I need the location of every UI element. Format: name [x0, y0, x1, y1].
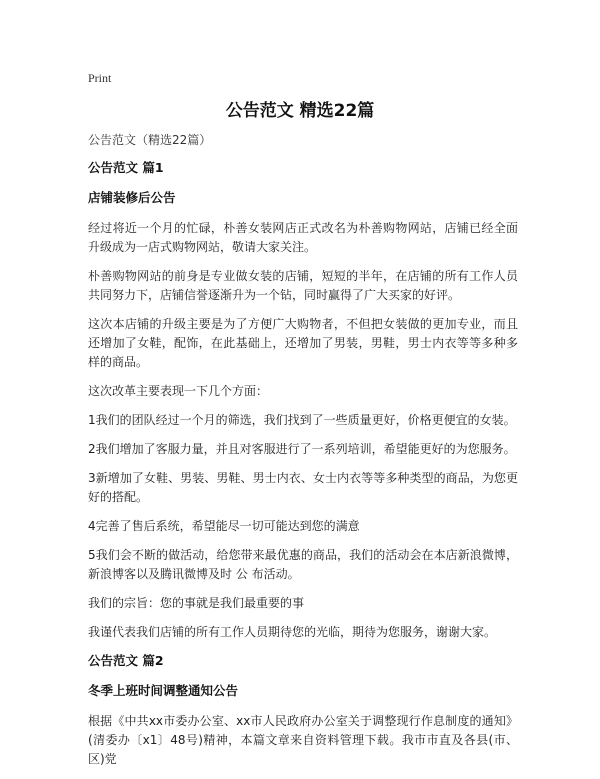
paragraph: 根据《中共xx市委办公室、xx市人民政府办公室关于调整现行作息制度的通知》(清委办〔x1〕48号)精神，本篇文章来自资料管理下载。我市市直及各县(市、区)党: [88, 714, 518, 766]
paragraph: 2我们增加了客服力量，并且对客服进行了一系列培训，希望能更好的为您服务。: [88, 442, 516, 456]
paragraph: 1我们的团队经过一个月的筛选，我们找到了一些质量更好，价格更便宜的女装。: [88, 413, 516, 427]
paragraph: 我们的宗旨：您的事就是我们最重要的事: [88, 596, 305, 610]
page-title: 公告范文 精选22篇: [225, 101, 375, 121]
paragraph: 3新增加了女鞋、男装、男鞋、男士内衣、女士内衣等等多种类型的商品，为您更好的搭配。: [88, 471, 518, 504]
paragraph: 我谨代表我们店铺的所有工作人员期待您的光临，期待为您服务，谢谢大家。: [88, 625, 497, 639]
notice-title: 冬季上班时间调整通知公告: [88, 683, 239, 698]
paragraph: 朴善购物网站的前身是专业做女装的店铺，短短的半年，在店铺的所有工作人员共同努力下，店铺信誉逐渐升为一个钻，同时赢得了广大买家的好评。: [88, 269, 518, 302]
section-heading: 公告范文 篇2: [88, 653, 164, 668]
print-link[interactable]: Print: [88, 71, 112, 85]
section-heading: 公告范文 篇1: [88, 160, 164, 175]
document-body: [88, 131, 518, 779]
document-subtitle: 公告范文（精选22篇）: [88, 133, 212, 147]
notice-title: 店铺装修后公告: [88, 190, 176, 205]
paragraph: 这次本店铺的升级主要是为了方便广大购物者，不但把女装做的更加专业，而且还增加了女鞋，配饰，在此基础上，还增加了男装，男鞋，男士内衣等等多种多样的商品。: [88, 317, 518, 369]
paragraph: 5我们会不断的做活动，给您带来最优惠的商品，我们的活动会在本店新浪微博，新浪博客以及腾讯微博及时 公 布活动。: [88, 548, 518, 581]
paragraph: 经过将近一个月的忙碌，朴善女装网店正式改名为朴善购物网站，店铺已经全面升级成为一店式购物网站，敬请大家关注。: [88, 221, 518, 254]
paragraph: 这次改革主要表现一下几个方面：: [88, 384, 269, 398]
paragraph: 4完善了售后系统，希望能尽一切可能达到您的满意: [88, 519, 360, 533]
